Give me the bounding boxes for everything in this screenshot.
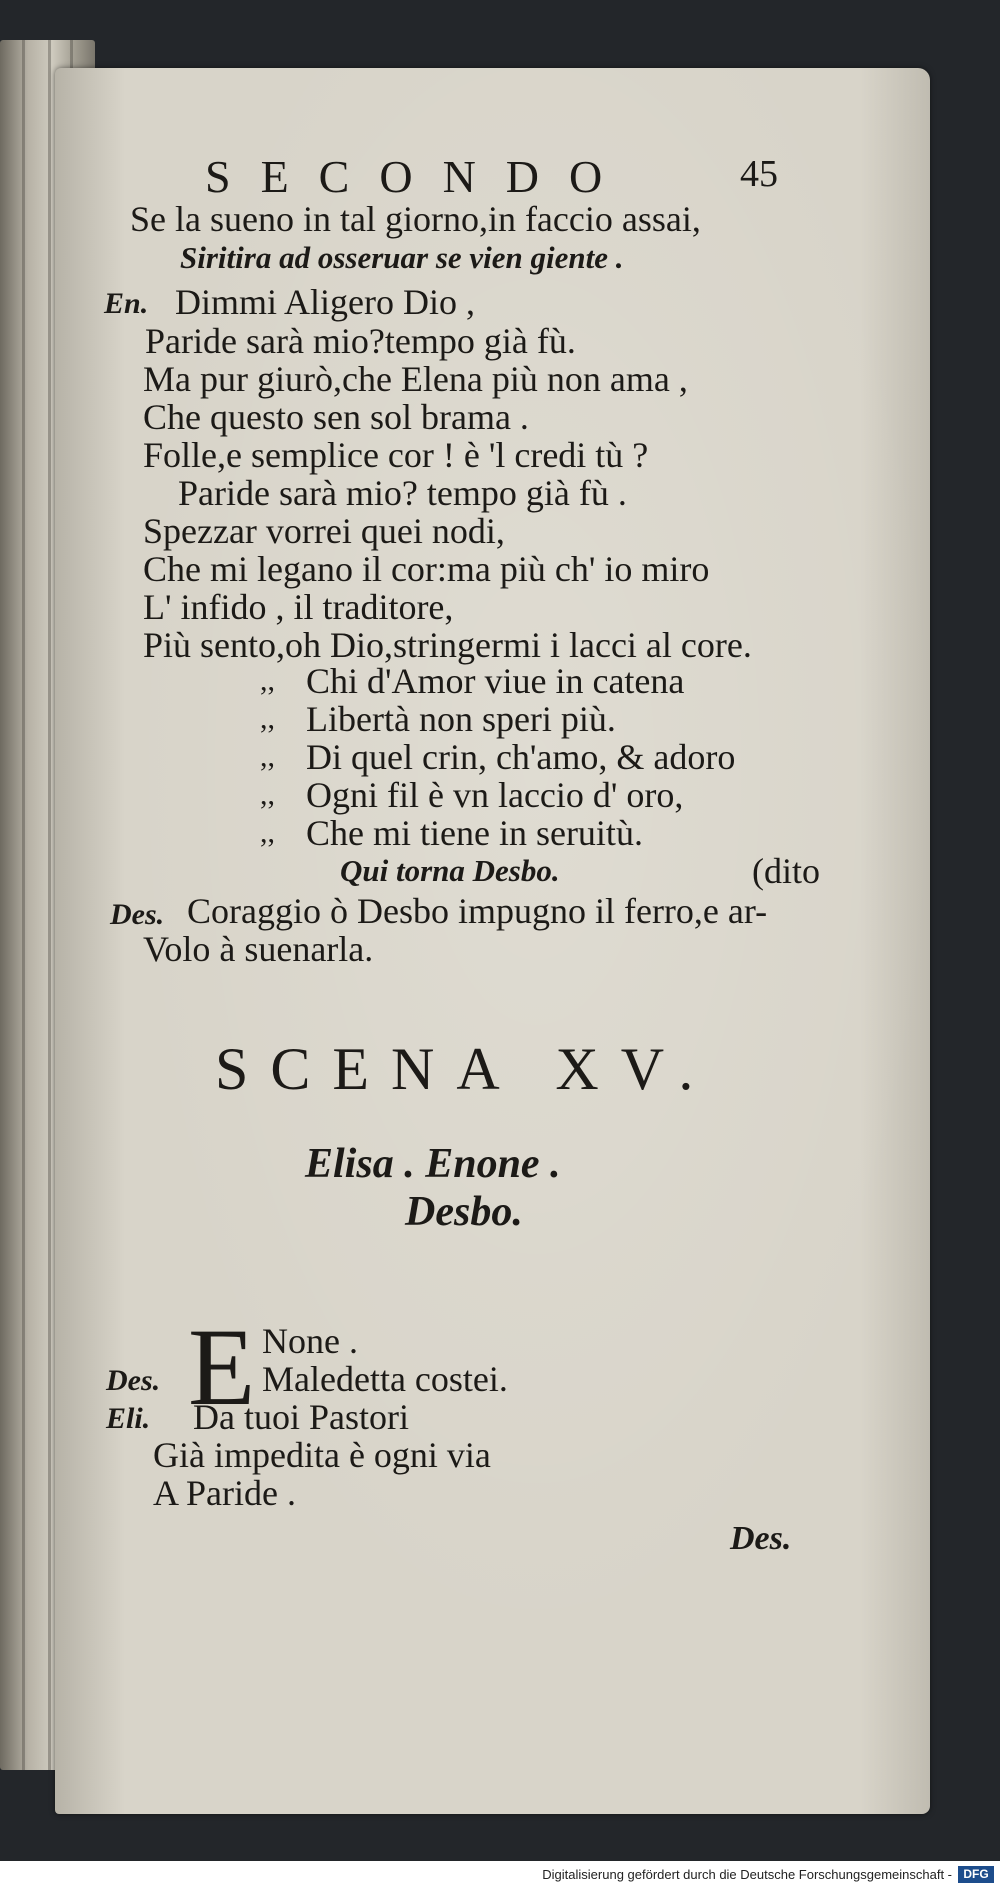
drop-cap: E	[188, 1306, 256, 1428]
verse-line: A Paride .	[153, 1473, 296, 1513]
verse-line: Spezzar vorrei quei nodi,	[143, 511, 505, 551]
stage-direction: Qui torna Desbo.	[340, 853, 560, 888]
verse-line: Che mi tiene in seruitù.	[306, 813, 643, 853]
speaker-label: Des.	[106, 1364, 161, 1397]
speaker-label: En.	[104, 287, 149, 320]
verse-line: Volo à suenarla.	[143, 929, 374, 969]
scene-heading: SCENA XV.	[215, 1036, 716, 1102]
verse-line: Dimmi Aligero Dio ,	[175, 282, 475, 322]
verse-line: Che mi legano il cor:ma più ch' io miro	[143, 549, 710, 589]
verse-line: Maledetta costei.	[262, 1359, 508, 1399]
quote-mark: ,,	[260, 664, 275, 697]
verse-line: Che questo sen sol brama .	[143, 397, 529, 437]
verse-line: Chi d'Amor viue in catena	[306, 661, 685, 701]
verse-line: Più sento,oh Dio,stringermi i lacci al core.	[143, 625, 752, 665]
dfg-logo-icon: DFG	[958, 1866, 994, 1883]
catchword: Des.	[730, 1520, 792, 1557]
verse-line: Se la sueno in tal giorno,in faccio assai,	[130, 199, 701, 239]
digitization-footer	[0, 1861, 1000, 1889]
verse-line: Folle,e semplice cor ! è 'l credi tù ?	[143, 435, 649, 475]
verse-line: Libertà non speri più.	[306, 699, 616, 739]
running-head: SECONDO	[205, 151, 633, 202]
verse-line: Coraggio ò Desbo impugno il ferro,e ar-	[187, 891, 768, 931]
quote-mark: ,,	[260, 778, 275, 811]
quote-mark: ,,	[260, 702, 275, 735]
verse-line: Di quel crin, ch'amo, & adoro	[306, 737, 736, 777]
turnover-word: (dito	[752, 851, 820, 891]
character-list: Elisa . Enone .	[305, 1141, 561, 1187]
character-list: Desbo.	[405, 1189, 523, 1235]
verse-line: Paride sarà mio?tempo già fù.	[145, 321, 576, 361]
page-number: 45	[740, 153, 778, 195]
verse-line: Paride sarà mio? tempo già fù .	[178, 473, 627, 513]
verse-line: Già impedita è ogni via	[153, 1435, 491, 1475]
verse-line: Ma pur giurò,che Elena più non ama ,	[143, 359, 688, 399]
verse-line: Ogni fil è vn laccio d' oro,	[306, 775, 684, 815]
stage-direction: Siritira ad osseruar se vien giente .	[180, 240, 624, 275]
quote-mark: ,,	[260, 740, 275, 773]
speaker-label: Eli.	[106, 1402, 151, 1435]
verse-line: None .	[262, 1321, 358, 1361]
verse-line: Da tuoi Pastori	[193, 1397, 409, 1437]
footer-credit: Digitalisierung gefördert durch die Deutsche Forschungsgemeinschaft -	[542, 1867, 952, 1882]
quote-mark: ,,	[260, 816, 275, 849]
speaker-label: Des.	[110, 898, 165, 931]
verse-line: L' infido , il traditore,	[143, 587, 454, 627]
